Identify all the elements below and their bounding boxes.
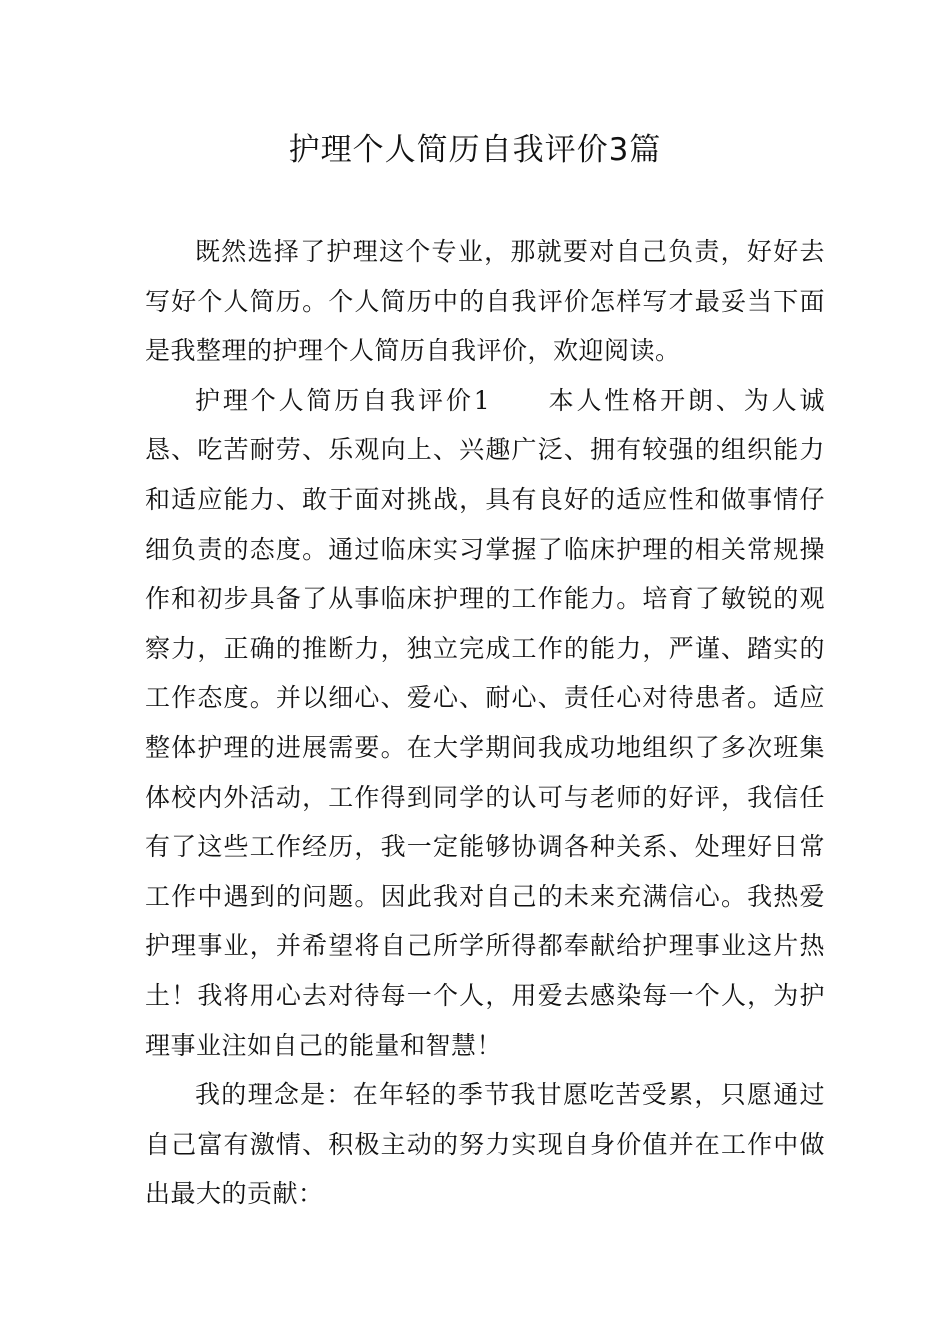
section-1-paragraph — [145, 376, 825, 1070]
philosophy-paragraph: 我的理念是：在年轻的季节我甘愿吃苦受累，只愿通过自己富有激情、积极主动的努力实现自身价值并在工作中做出最大的贡献： — [145, 1080, 825, 1209]
intro-paragraph: 既然选择了护理这个专业，那就要对自己负责，好好去写好个人简历。个人简历中的自我评价怎样写才最妥当下面是我整理的护理个人简历自我评价，欢迎阅读。 — [145, 237, 825, 366]
section-1-heading: 护理个人简历自我评价1 — [195, 385, 491, 415]
document-body — [145, 227, 825, 1219]
section-1-text: 本人性格开朗、为人诚恳、吃苦耐劳、乐观向上、兴趣广泛、拥有较强的组织能力和适应能力、敢于面对挑战，具有良好的适应性和做事情仔细负责的态度。通过临床实习掌握了临床护理的相关常规操作和初步具备了从事临床护理的工作能力。培育了敏锐的观察力，正确的推断力，独立完成工作的能力，严谨、踏实的工作态度。并以细心、爱心、耐心、责任心对待患者。适应整体护理的进展需要。在大学期间我成功地组织了多次班集体校内外活动，工作得到同学的认可与老师的好评，我信任有了这些工作经历，我一定能够协调各种关系、处理好日常工作中遇到的问题。因此我对自己的未来充满信心。我热爱护理事业，并希望将自己所学所得都奉献给护理事业这片热土！我将用心去对待每一个人，用爱去感染每一个人，为护理事业注如自己的能量和智慧！ — [145, 385, 825, 1060]
document-title: 护理个人简历自我评价3篇 — [288, 132, 662, 168]
